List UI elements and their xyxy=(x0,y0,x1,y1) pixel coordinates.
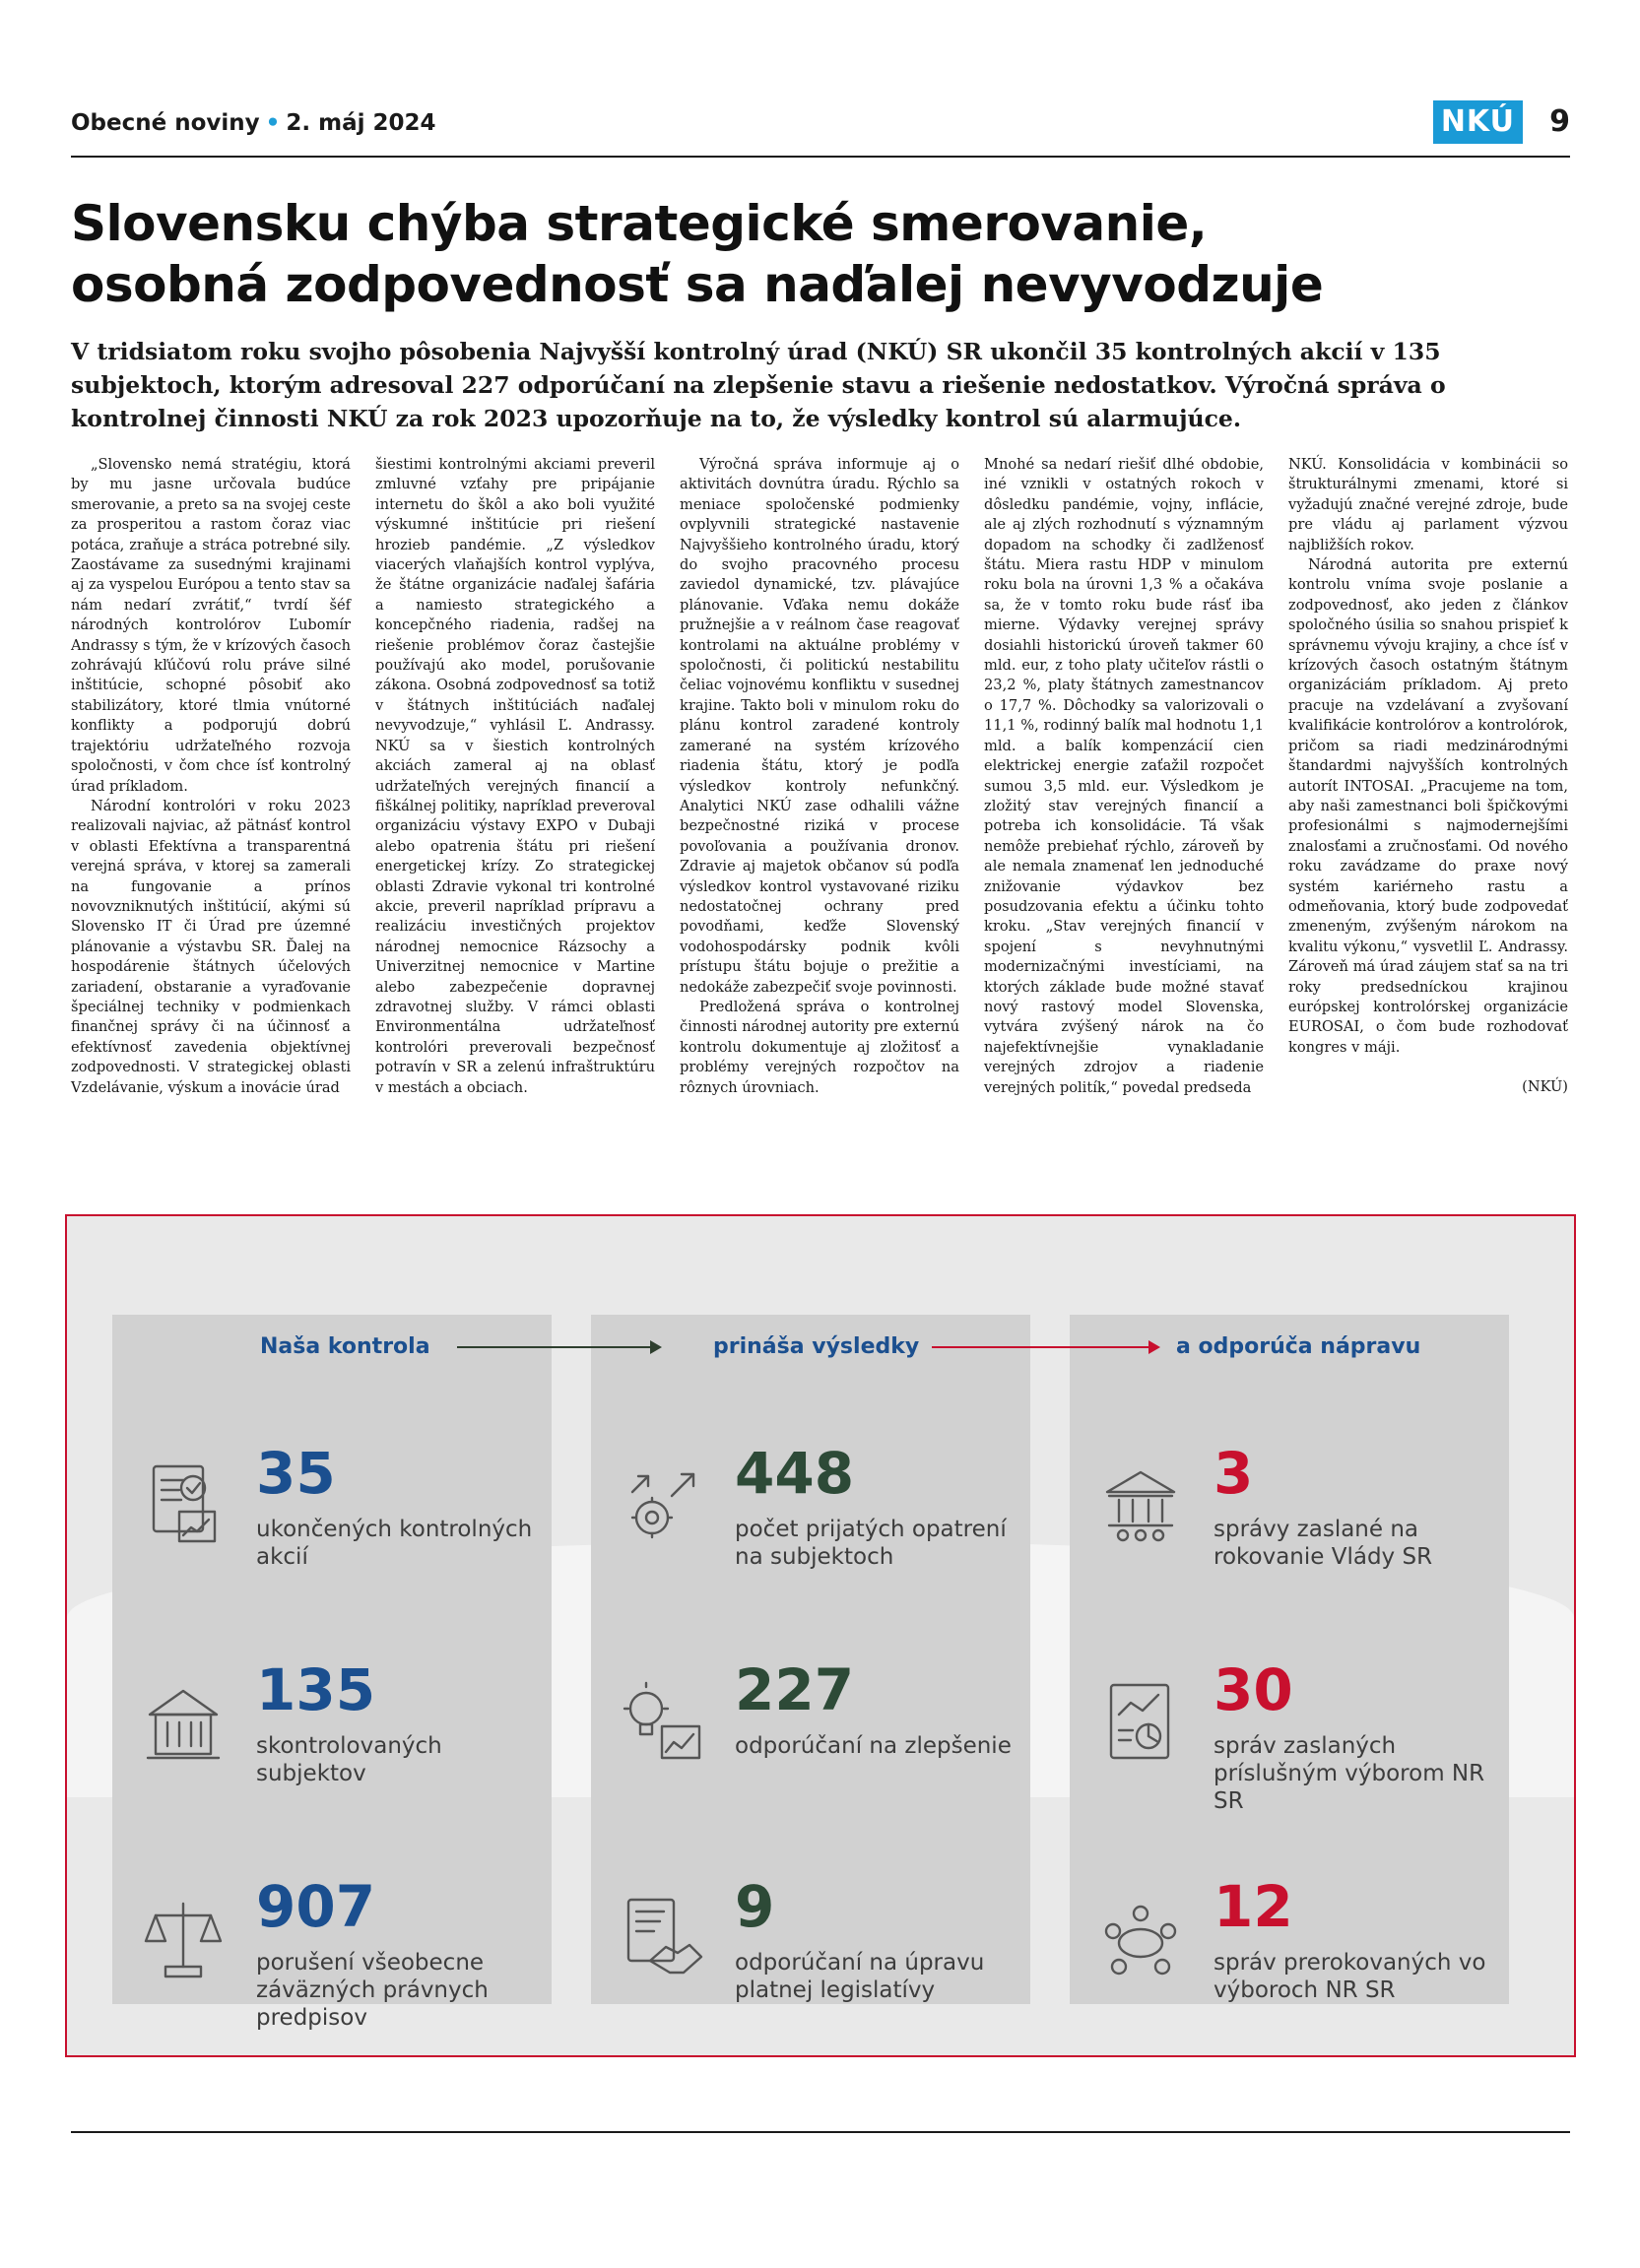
stat-label: správ prerokovaných vo výboroch NR SR xyxy=(1214,1950,1486,2003)
stat-item xyxy=(136,1874,550,2057)
article-body xyxy=(71,455,1570,1203)
gear-arrows-icon xyxy=(615,1458,709,1553)
arrow-right-icon xyxy=(457,1346,660,1348)
article-lead: V tridsiatom roku svojho pôsobenia Najvyšší kontrolný úrad (NKÚ) SR ukončil 35 kontrolných akcií v 135 subjektoch, ktorým adresoval 227 odporúčaní na zlepšenie stavu a riešenie nedostatkov. Výročná správa o kontrolnej činnosti NKÚ za rok 2023 upozorňuje na to, že výsledky kontrol sú alarmujúce. xyxy=(71,338,1446,432)
stat-label: odporúčaní na úpravu platnej legislatívy xyxy=(735,1950,985,2003)
publication-info xyxy=(71,110,436,136)
meeting-table-icon xyxy=(1093,1892,1188,1986)
lightbulb-chart-icon xyxy=(615,1675,709,1770)
buildings-icon xyxy=(136,1675,230,1770)
stat-value: 227 xyxy=(735,1656,855,1723)
stat-value: 448 xyxy=(735,1440,855,1507)
paragraph: NKÚ. Konsolidácia v kombinácii so štrukturálnymi zmenami, ktoré si vyžadujú značné verejné zdroje, bude pre vládu aj parlament výzvou najbližších rokov. xyxy=(1288,456,1568,553)
paragraph: Národná autorita pre externú kontrolu vníma svoje poslanie a zodpovednosť, ako jeden z článkov spoločného úsilia so snahou prispieť k správnemu vývoju krajiny, a chce ísť v krízových časoch ostatným štátnym organizáciám príkladom. Aj preto pracuje na vzdelávaní a zvyšovaní kvalifikácie kontrolórov a kontrolórok, pričom sa riadi medzinárodnými štandardmi najvyšších kontrolných autorít INTOSAI. „Pracujeme na tom, aby naši zamestnanci boli špičkovými profesionálmi s najmodernejšími znalosťami a zručnosťami. Od nového roku zavádzame do praxe nový systém kariérneho rastu a odmeňovania, ktorý bude zodpovedať zmeneným, zvýšeným nárokom na kvalitu výkonu,“ vysvetlil Ľ. Andrassy. Zároveň má úrad záujem stať sa na tri roky predsedníckou krajinou európskej kontrolórskej organizácie EUROSAI, o čom bude rozhodovať kongres v máji. xyxy=(1288,556,1568,1056)
stat-item xyxy=(615,1441,1028,1628)
stat-item xyxy=(1093,1874,1507,2057)
header-nasa-kontrola: Naša kontrola xyxy=(260,1334,430,1359)
stat-item xyxy=(1093,1657,1507,1845)
stat-label: správy zaslané na rokovanie Vlády SR xyxy=(1214,1517,1433,1570)
stat-label: porušení všeobecne záväzných právnych predpisov xyxy=(256,1950,489,2031)
nku-logo: NKÚ xyxy=(1433,100,1523,144)
page-header xyxy=(71,98,1570,154)
stat-item xyxy=(615,1874,1028,2057)
paragraph: Výročná správa informuje aj o aktivitách dovnútra úradu. Rýchlo sa meniace spoločenské podmienky ovplyvnili strategické nastavenie Najvyššieho kontrolného úradu, ktorý do svojho pracovného procesu zaviedol dynamické, tzv. plávajúce plánovanie. Vďaka nemu dokáže pružnejšie a v reálnom čase reagovať kontrolami na aktuálne problémy v spoločnosti, či politickú nestabilitu čeliac vojnovému konfliktu v susednej krajine. Takto boli v minulom roku do plánu kontrol zaradené kontroly zamerané na systém krízového riadenia štátu, ktorý je podľa výsledkov kontroly nefunkčný. Analytici NKÚ zase odhalili vážne bezpečnostné riziká v procese povoľovania a používania dronov. Zdravie aj majetok občanov sú podľa výsledkov kontrol vystavované riziku nedostatočnej ochrany pred povodňami, keďže Slovenský vodohospodársky podnik kvôli prístupu štátu bojuje o prežitie a nedokáže zabezpečiť svoje povinnosti. xyxy=(680,456,959,996)
column-1 xyxy=(71,455,351,1098)
paragraph: Predložená správa o kontrolnej činnosti národnej autority pre externú kontrolu dokumentuje aj zložitosť a problémy verejných rozpočtov na rôznych úrovniach. xyxy=(680,998,959,1096)
stat-label: počet prijatých opatrení na subjektoch xyxy=(735,1517,1007,1570)
report-chart-icon xyxy=(1093,1675,1188,1770)
stat-value: 30 xyxy=(1214,1656,1293,1723)
stat-label: skontrolovaných subjektov xyxy=(256,1733,442,1786)
article-signature: (NKÚ) xyxy=(1522,1078,1568,1096)
column-3 xyxy=(680,455,959,1098)
title-line-1: Slovensku chýba strategické smerovanie, xyxy=(71,195,1208,252)
stat-value: 9 xyxy=(735,1873,775,1940)
column-4 xyxy=(984,455,1264,1098)
publication-name: Obecné noviny xyxy=(71,110,260,136)
page-number: 9 xyxy=(1549,104,1570,139)
stat-item xyxy=(1093,1441,1507,1628)
paragraph: Mnohé sa nedarí riešiť dlhé obdobie, iné vznikli v ostatných rokoch v dôsledku pandémie, vojny, inflácie, ale aj zlých rozhodnutí s významným dopadom na schodky či zadlženosť štátu. Miera rastu HDP v minulom roku bola na úrovni 1,3 % a očakáva sa, že v tomto roku bude rásť iba mierne. Výdavky verejnej správy dosiahli historickú úroveň takmer 60 mld. eur, z toho platy učiteľov rástli o 23,2 %, platy štátnych zamestnancov o 17,7 %. Dôchodky sa valorizovali o 11,1 %, rodinný balík mal hodnotu 1,1 mld. a balík kompenzácií cien elektrickej energie zaťažil rozpočet sumou 3,5 mld. eur. Výsledkom je zložitý stav verejných financií a potreba ich konsolidácie. Tá však nemôže prebiehať rýchlo, zároveň by ale nemala znamenať len jednoduché znižovanie výdavkov bez posudzovania efektu a účinku tohto kroku. „Stav verejných financií v spojení s nevyhnutnými modernizačnými investíciami, na ktorých základe bude možné stavať nový rastový model Slovenska, vytvára zvýšený nárok na čo najefektívnejšie vynakladanie verejných zdrojov a riadenie verejných politík,“ povedal predseda xyxy=(984,456,1264,1096)
column-2 xyxy=(375,455,655,1098)
arrow-right-icon xyxy=(932,1346,1158,1348)
header-odporuca-napravu: a odporúča nápravu xyxy=(1176,1334,1421,1359)
issue-date: 2. máj 2024 xyxy=(286,110,436,136)
paragraph: Národní kontrolóri v roku 2023 realizovali najviac, až pätnásť kontrol v oblasti Efektívna a transparentná verejná správa, v ktorej sa zamerali na fungovanie a prínos novovzniknutých inštitúcií, akými sú Slovensko IT či Úrad pre územné plánovanie a výstavbu SR. Ďalej na hospodárenie štátnych účelových zariadení, obstaranie a vyraďovanie špeciálnej techniky v podmienkach finančnej správy či na účinnosť a efektívnosť zavedenia objektívnej zodpovednosti. V strategickej oblasti Vzdelávanie, výskum a inovácie úrad xyxy=(71,797,351,1096)
stat-value: 35 xyxy=(256,1440,336,1507)
paragraph: šiestimi kontrolnými akciami preveril zmluvné vzťahy pre pripájanie internetu do škôl a ako boli využité výskumné inštitúcie pri riešení hrozieb pandémie. „Z výsledkov viacerých vlaňajších kontrol vyplýva, že štátne organizácie naďalej šafária a namiesto strategického a koncepčného riadenia, radšej na riešenie problémov čoraz častejšie používajú ako model, porušovanie zákona. Osobná zodpovednosť sa totiž v štátnych inštitúciách naďalej nevyvodzuje,“ vyhlásil Ľ. Andrassy. NKÚ sa v šiestich kontrolných akciách zameral aj na oblasť udržateľných verejných financií a fiškálnej politiky, napríklad preveroval organizáciu výstavy EXPO v Dubaji alebo opatrenia štátu pri riešení energetickej krízy. Zo strategickej oblasti Zdravie vykonal tri kontrolné akcie, preveril napríklad prípravu a realizáciu investičných projektov národnej nemocnice Rázsochy a Univerzitnej nemocnice v Martine alebo zabezpečenie dopravnej zdravotnej služby. V rámci oblasti Environmentálna udržateľnosť kontrolóri preverovali bezpečnosť potravín v SR a zelenú infraštruktúru v mestách a obciach. xyxy=(375,456,655,1096)
stat-value: 12 xyxy=(1214,1873,1293,1940)
stat-item xyxy=(615,1657,1028,1845)
stat-label: správ zaslaných príslušným výborom NR SR xyxy=(1214,1733,1485,1814)
handshake-document-icon xyxy=(615,1892,709,1986)
separator-dot: • xyxy=(265,110,281,136)
stat-value: 3 xyxy=(1214,1440,1254,1507)
stat-label: odporúčaní na zlepšenie xyxy=(735,1733,1012,1759)
header-prinasa-vysledky: prináša výsledky xyxy=(713,1334,920,1359)
header-rule xyxy=(71,156,1570,158)
infographic xyxy=(65,1214,1576,2057)
footer-rule xyxy=(71,2131,1570,2133)
column-5 xyxy=(1288,455,1568,1098)
stat-item xyxy=(136,1441,550,1628)
stat-label: ukončených kontrolných akcií xyxy=(256,1517,533,1570)
stat-item xyxy=(136,1657,550,1845)
government-building-icon xyxy=(1093,1458,1188,1553)
document-chart-icon xyxy=(136,1458,230,1553)
paragraph: „Slovensko nemá stratégiu, ktorá by mu jasne určovala budúce smerovanie, a preto sa na svojej ceste za prosperitou a rastom čoraz viac potáca, zraňuje a stráca potrebné sily. Zaostávame za susednými krajinami aj za vyspelou Európou a tento stav sa nám nedarí zvrátiť,“ tvrdí šéf národných kontrolórov Ľubomír Andrassy s tým, že v krízových časoch zohrávajú kľúčovú rolu práve silné inštitúcie, schopné pôsobiť ako stabilizátory, ktoré tlmia vnútorné konflikty a podporujú dobrú trajektóriu udržateľného rozvoja spoločnosti, v čom chce ísť kontrolný úrad príkladom. xyxy=(71,456,351,795)
stat-value: 135 xyxy=(256,1656,376,1723)
stat-value: 907 xyxy=(256,1873,376,1940)
scales-icon xyxy=(136,1892,230,1986)
article-title xyxy=(71,193,1588,315)
title-line-2: osobná zodpovednosť sa naďalej nevyvodzuje xyxy=(71,256,1324,313)
